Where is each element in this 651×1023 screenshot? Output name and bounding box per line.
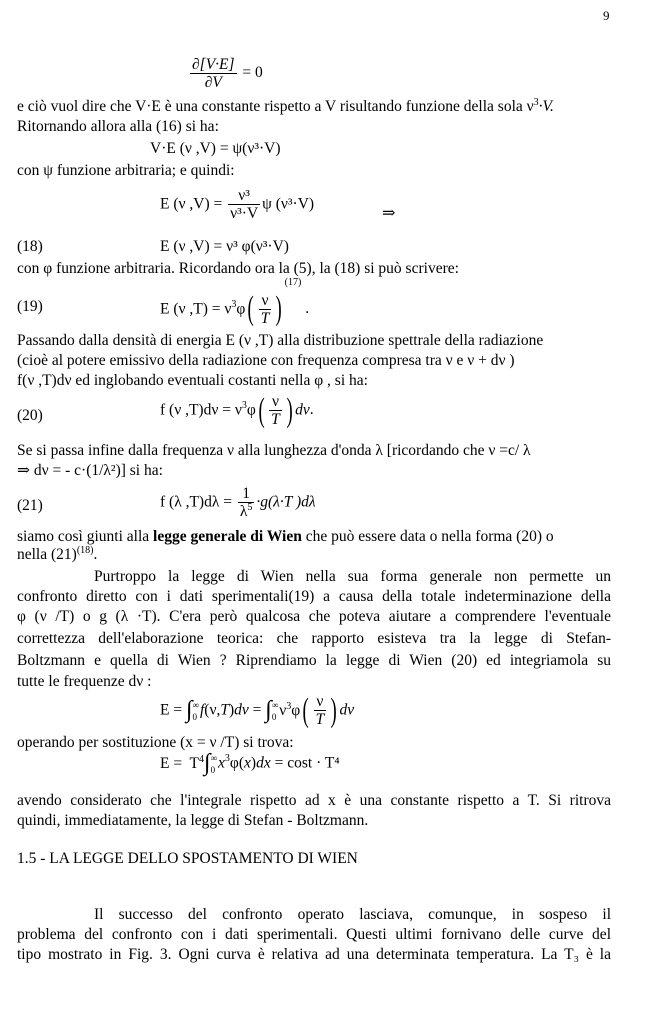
text-line: con ψ funzione arbitraria; e quindi: — [17, 162, 235, 179]
page-number: 9 — [603, 8, 610, 23]
text-line: avendo considerato che l'integrale rispetto ad x è una constante rispetto a T. Si ritrova — [17, 792, 611, 809]
text-line: (cioè al potere emissivo della radiazione con frequenza compresa tra ν e ν + dν ) — [17, 352, 515, 369]
equation-integral-substitution: $E = T^4\int\infty$ 0 $x^3\varphi(x)dx = \cos t \cdot T^4$ — [160, 750, 340, 776]
equation-18: E (ν ,V) = ν³ φ(ν³·V) — [160, 238, 289, 255]
text-line: con φ funzione arbitraria. Ricordando ora la (5), la (18) si può scrivere: — [17, 260, 459, 277]
text-line: Ritornando allora alla (16) si ha: — [17, 118, 219, 135]
paragraph-line: Purtroppo la legge di Wien nella sua forma generale non permette un — [94, 568, 611, 585]
equation-label: (21) — [17, 497, 43, 514]
implies-arrow: ⇒ — [382, 205, 396, 222]
equation-label: (18) — [17, 238, 43, 255]
equation-label: (19) — [17, 298, 43, 315]
text-line: nella $(21)^{(18)}$. — [17, 544, 98, 563]
paragraph-line: tipo mostrato in Fig. 3. Ogni curva è relativa ad una determinata temperatura. La T₃ è la — [17, 946, 611, 963]
equation-19: E (ν $,T) = \nu^3\varphi$( $\frac{\nu}{T}$ )$^{(17)}$ . — [160, 277, 310, 328]
text-line: ⇒ dν = - c·(1/λ²)] si ha: — [17, 462, 163, 479]
text-line: quindi, immediatamente, la legge di Stefan - Boltzmann. — [17, 812, 369, 829]
equation-psi: V·E (ν ,V) = ψ(ν³·V) — [150, 140, 281, 157]
text-line: e ciò vuol dire che V·E è una constante rispetto a V risultando funzione della sola $\nu^3\cdot V$. — [17, 96, 554, 115]
equation-label: (20) — [17, 407, 43, 424]
paragraph-line: Boltzmann e quella di Wien ? Riprendiamo la legge di Wien (20) ed integriamola su — [17, 652, 611, 669]
equation-21: f (λ ,T)dλ = $\frac{1}{\lambda^5}$ ·g(λ·T )dλ — [160, 485, 316, 520]
paragraph-line: confronto diretto con i dati sperimentali(19) a causa della totale indeterminazione della — [17, 588, 611, 605]
text-line: siamo così giunti alla legge generale di Wien che può essere data o nella forma (20) o — [17, 528, 554, 545]
paragraph-line: problema del confronto con i dati sperimentali. Questi ultimi fornivano delle curve del — [17, 926, 611, 943]
text-line: Se si passa infine dalla frequenza ν alla lunghezza d'onda λ [ricordando che ν =c/ λ — [17, 442, 531, 459]
equation-partial-derivative: $\frac{\partial[V\cdot E]}{\partial V}$ = 0 — [192, 56, 263, 91]
equation-fraction: E (ν ,V) = $\frac{\text{ν³}}{\text{ν³·V}}$ ψ (ν³·V) — [160, 187, 315, 222]
paragraph-line: Il successo del confronto operato lasciava, comunque, in sospeso il — [94, 906, 611, 923]
paragraph-line: correttezza dell'elaborazione teorica: che rapporto esisteva tra la legge di Stefan- — [17, 630, 611, 647]
text-line: operando per sostituzione (x = ν /T) si trova: — [17, 734, 294, 751]
text-line: f(ν ,T)dν ed inglobando eventuali costanti nella φ , si ha: — [17, 372, 368, 389]
paragraph-line: tutte le frequenze dν : — [17, 673, 152, 690]
text-line: Passando dalla densità di energia E (ν ,T) alla distribuzione spettrale della radiazione — [17, 332, 544, 349]
section-title: 1.5 - LA LEGGE DELLO SPOSTAMENTO DI WIEN — [17, 850, 358, 867]
paragraph-line: φ (ν /T) o g (λ ·T). C'era però qualcosa che poteva aiutare a comprendere l'eventuale — [17, 608, 611, 625]
equation-20: f (ν $,T)d\nu = \nu^3\varphi$( $\frac{\nu}{T}$ ) dv. — [160, 391, 314, 429]
equation-integral: E = ∫∞ 0 f(ν,T)dv = ∫∞ 0 $\nu^3\varphi$( $\frac{\nu}{T}$ ) dv — [160, 691, 355, 729]
